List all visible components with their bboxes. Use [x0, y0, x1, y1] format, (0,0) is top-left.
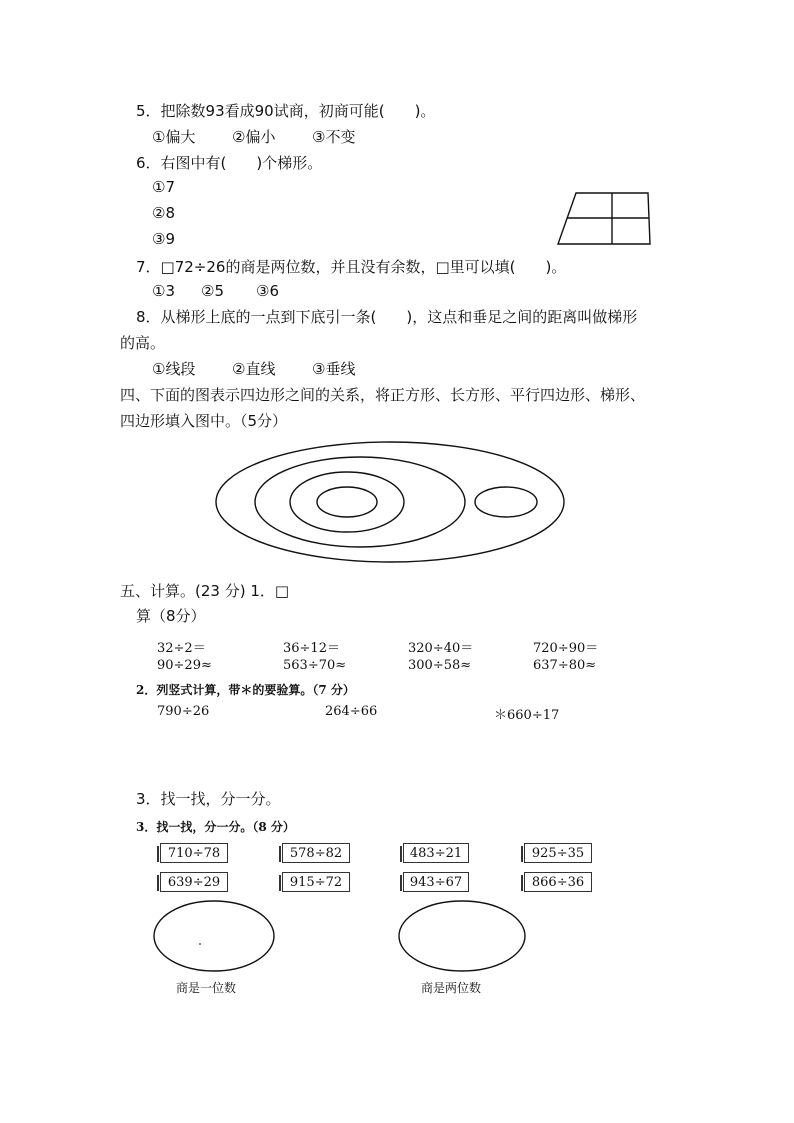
oral-calc-2: 36÷12＝ — [283, 641, 340, 656]
division-box-866-36: 866÷36 — [524, 872, 592, 892]
question-6-stem: 6．右图中有( )个梯形。 — [136, 154, 323, 172]
division-box-925-35: 925÷35 — [524, 843, 592, 863]
vertical-calc-3: ＊660÷17 — [494, 708, 560, 723]
question-6-option-2: ②8 — [152, 204, 175, 222]
division-box-639-29: 639÷29 — [160, 872, 228, 892]
oral-calc-5: 90÷29≈ — [157, 658, 212, 673]
division-box-943-67: 943÷67 — [403, 872, 469, 892]
oral-calc-8: 637÷80≈ — [533, 658, 597, 673]
oral-calc-4: 720÷90＝ — [533, 641, 599, 656]
oral-calc-1: 32÷2＝ — [157, 641, 206, 656]
question-8-option-1: ①线段 — [152, 360, 196, 378]
ellipse-two-digit-quotient — [399, 901, 525, 971]
label-two-digit-quotient: 商是两位数 — [421, 981, 482, 995]
question-8-stem: 8．从梯形上底的一点到下底引一条( )，这点和垂足之间的距离叫做梯形 — [136, 308, 638, 326]
vertical-calc-1: 790÷26 — [157, 704, 210, 719]
section-5-sub3-heading: 3．找一找，分一分。 — [136, 790, 281, 808]
question-7-option-1: ①3 — [152, 282, 175, 300]
question-6-option-3: ③9 — [152, 230, 175, 248]
question-5-option-1: ①偏大 — [152, 128, 196, 146]
section-4-instruction-line-2: 四边形填入图中。（5分） — [120, 412, 288, 430]
division-box-483-21: 483÷21 — [403, 843, 469, 863]
question-7-option-2: ②5 — [201, 282, 224, 300]
division-box-915-72: 915÷72 — [282, 872, 350, 892]
oral-calc-6: 563÷70≈ — [283, 658, 347, 673]
question-8-stem-continued: 的高。 — [120, 334, 166, 352]
question-6-option-1: ①7 — [152, 178, 175, 196]
stray-dot — [199, 943, 201, 945]
question-5-option-3: ③不变 — [312, 128, 356, 146]
question-8-option-2: ②直线 — [232, 360, 276, 378]
section-5-sub3-title: 3．找一找，分一分。（8 分） — [136, 820, 295, 834]
oral-calc-3: 320÷40＝ — [408, 641, 474, 656]
section-4-instruction-line-1: 四、下面的图表示四边形之间的关系，将正方形、长方形、平行四边形、梯形、 — [120, 386, 646, 404]
question-7-option-3: ③6 — [256, 282, 279, 300]
division-box-710-78: 710÷78 — [160, 843, 228, 863]
oral-calc-7: 300÷58≈ — [408, 658, 472, 673]
question-5-stem: 5．把除数93看成90试商，初商可能( )。 — [136, 102, 436, 120]
division-box-578-82: 578÷82 — [282, 843, 350, 863]
ellipse-one-digit-quotient — [154, 901, 274, 971]
label-one-digit-quotient: 商是一位数 — [176, 981, 237, 995]
section-5-title: 五、计算。(23 分) 1．□ — [120, 582, 290, 600]
question-8-option-3: ③垂线 — [312, 360, 356, 378]
question-5-option-2: ②偏小 — [232, 128, 276, 146]
section-5-sub2-title: 2．列竖式计算，带＊的要验算。（7 分） — [136, 683, 355, 697]
vertical-calc-2: 264÷66 — [325, 704, 378, 719]
section-5-sub1-title: 算（8分） — [136, 607, 206, 625]
question-7-stem: 7．□72÷26的商是两位数，并且没有余数，□里可以填( )。 — [136, 258, 567, 276]
